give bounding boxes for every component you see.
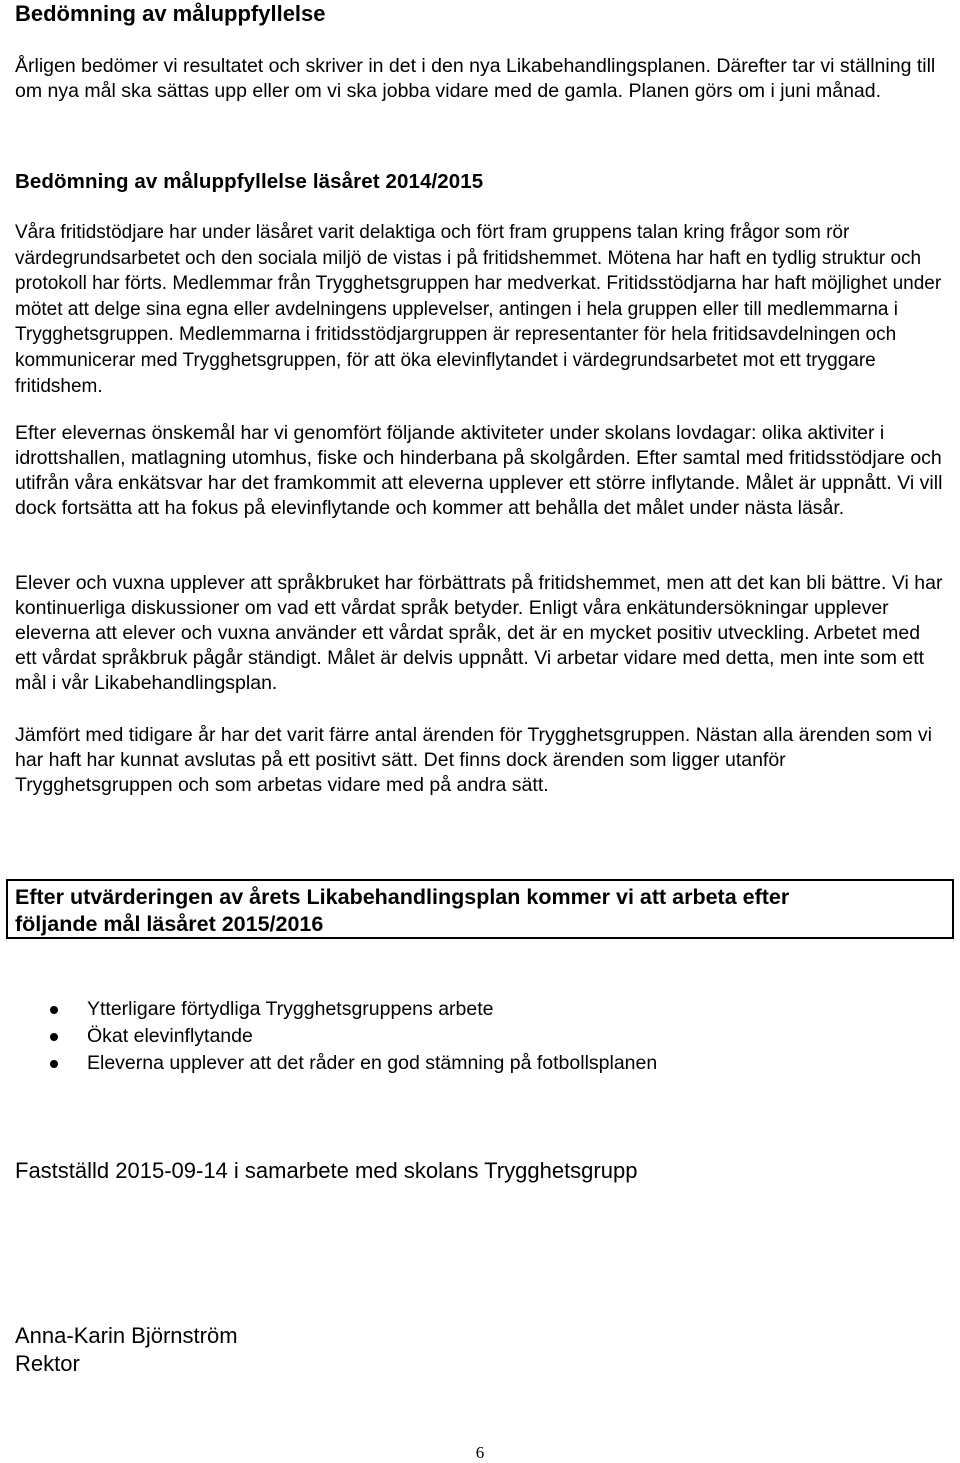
bullet-icon: [50, 1033, 58, 1041]
goal-item: [50, 1023, 657, 1050]
established-note: Fastställd 2015-09-14 i samarbete med skolans Trygghetsgrupp: [15, 1158, 638, 1183]
paragraph-sprakbruk: Elever och vuxna upplever att språkbruket har förbättrats på fritidshemmet, men att det kan bli bättre. Vi har kontinuerliga diskussioner om vad ett vårdat språk betyder. Enligt våra enkätundersökningar upplever eleverna att elever och vuxna använder ett vårdat språk, det är en mycket positiv utveckling. Arbetet med ett vårdat språkbruk pågår ständigt. Målet är delvis uppnått. Vi arbetar vidare med detta, men inte som ett mål i vår Likabehandlingsplan.: [15, 572, 943, 694]
goals-heading: [15, 884, 789, 938]
goal-text: Eleverna upplever att det råder en god stämning på fotbollsplanen: [87, 1052, 658, 1074]
page-number: 6: [475, 1443, 485, 1462]
goal-text: Ytterligare förtydliga Trygghetsgruppens arbete: [87, 998, 494, 1020]
bullet-icon: [50, 1060, 58, 1068]
goal-item: [50, 996, 657, 1023]
goals-heading-box: [6, 879, 954, 939]
paragraph-fritidsstodjare: Våra fritidstödjare har under läsåret varit delaktiga och fört fram gruppens talan kring frågor som rör värdegrundsarbetet och den sociala miljö de vistas i på fritidshemmet. Mötena har haft en tydlig struktur och protokoll har förts. Medlemmar från Trygghetsgruppen har medverkat. Fritidsstödjarna har haft möjlighet under mötet att delge sina egna eller avdelningens upplevelser, antingen i hela gruppen eller till medlemmarna i Trygghetsgruppen. Medlemmarna i fritidsstödjargruppen är representanter för hela fritidsavdelningen och kommunicerar med Trygghetsgruppen, för att öka elevinflytandet i värdegrundsarbetet mot ett tryggare fritidshem.: [15, 222, 942, 397]
goal-item: [50, 1050, 657, 1077]
paragraph-elevinflytande: Efter elevernas önskemål har vi genomfört följande aktiviteter under skolans lovdagar: olika aktiviter i idrottshallen, matlagning utomhus, fiske och hinderbana på skolgården. Efter samtal med fritidsstödjare och utifrån våra enkätsvar har det framkommit att eleverna upplever ett större inflytande. Målet är uppnått. Vi vill dock fortsätta att ha fokus på elevinflytande och kommer att behålla det målet under nästa läsår.: [15, 422, 943, 519]
intro-paragraph: Årligen bedömer vi resultatet och skriver in det i den nya Likabehandlingsplanen. Därefter tar vi ställning till om nya mål ska sättas upp eller om vi ska jobba vidare med de gamla. Planen görs om i juni månad.: [15, 55, 936, 102]
signature-title: Rektor: [15, 1351, 80, 1376]
section-heading: Bedömning av måluppfyllelse: [15, 1, 326, 26]
goals-heading-line-2: följande mål läsåret 2015/2016: [15, 912, 324, 936]
goal-text: Ökat elevinflytande: [87, 1025, 253, 1047]
bullet-icon: [50, 1006, 58, 1014]
goals-list: [50, 996, 657, 1077]
goals-heading-line-1: Efter utvärderingen av årets Likabehandlingsplan kommer vi att arbeta efter: [15, 885, 790, 909]
paragraph-arenden: Jämfört med tidigare år har det varit färre antal ärenden för Trygghetsgruppen. Nästan alla ärenden som vi har haft har kunnat avslutas på ett positivt sätt. Det finns dock ärenden som ligger utanför Trygghetsgruppen och som arbetas vidare med på andra sätt.: [15, 724, 932, 796]
signature-block: [15, 1322, 946, 1378]
assessment-subheading: Bedömning av måluppfyllelse läsåret 2014/2015: [15, 170, 484, 193]
signature-name: Anna-Karin Björnström: [15, 1323, 238, 1348]
